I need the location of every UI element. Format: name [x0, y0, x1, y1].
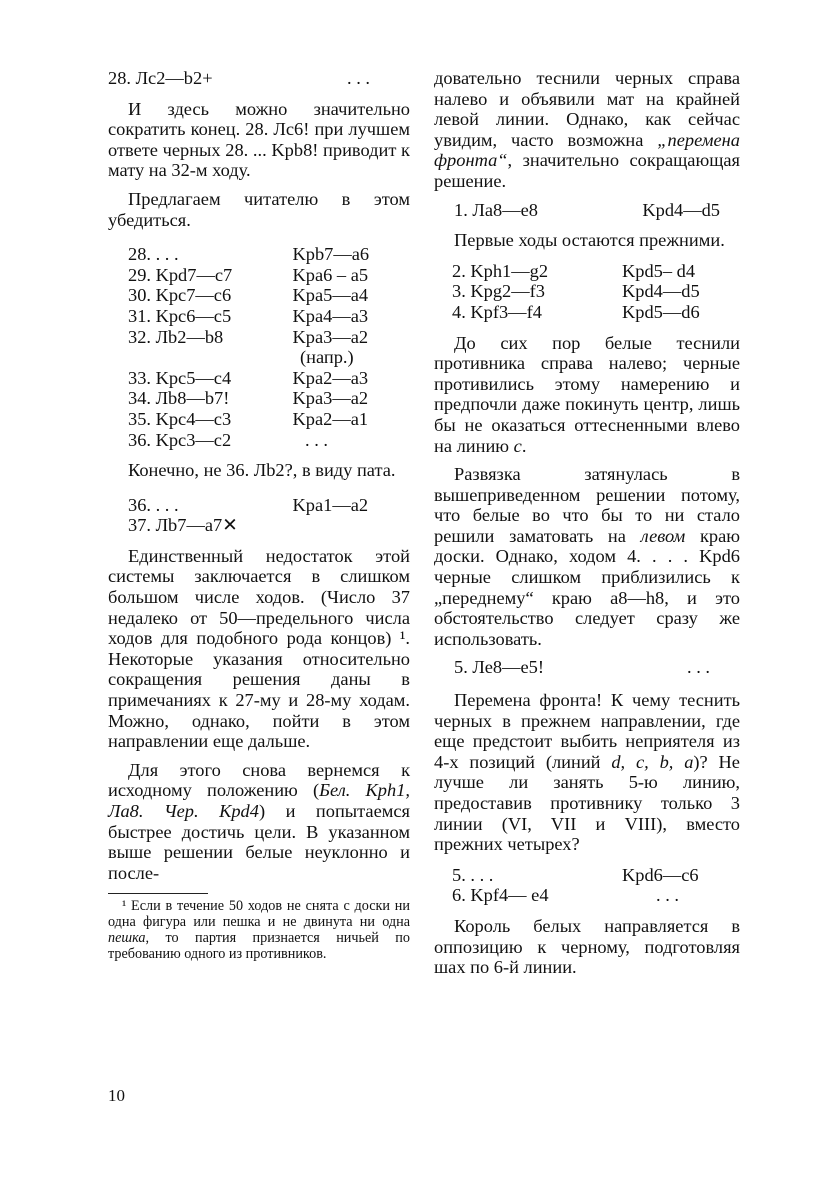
paragraph: довательно теснили черных справа налево и объявили мат на крайней левой линии. Однако, как сейчас увидим, часто возможна „перемена фронта“, значительно сокращающая решение. [434, 68, 740, 191]
table-row: 28. . . . Kpb7—a6 [128, 244, 370, 265]
paragraph: И здесь можно значительно сократить конец. 28. Лс6! при лучшем ответе черных 28. ... Kpb8! приводит к мату на 32-м ходу. [108, 98, 410, 181]
paragraph: Предлагаем читателю в этом убедиться. [108, 188, 410, 230]
table-row: 4. Kpf3—f4 Kpd5—d6 [452, 301, 700, 322]
table-row: 33. Kpc5—c4 Kpa2—a3 [128, 367, 369, 388]
moves-table-3 [452, 261, 740, 323]
table-row: 36. . . . Kpa1—a2 [128, 494, 369, 515]
paragraph: До сих пор белые теснили противника справа налево; черные противились этому намерению и предпочли даже покинуть центр, лишь бы не оказаться оттесненными влево на линию c. [434, 332, 740, 456]
table-row: 29. Kpd7—c7 Kpa6 – a5 [128, 264, 369, 285]
table-row: 30. Kpc7—c6 Kpa5—a4 [128, 285, 369, 306]
table-row: 35. Kpc4—c3 Kpa2—a1 [128, 408, 369, 429]
paragraph: Первые ходы остаются прежними. [454, 230, 725, 251]
paragraph: Король белых направляется в оппозицию к черному, подготовляя шах по 6-й линии. [434, 915, 740, 978]
table-row: 32. Лb2—b8 Kpa3—a2 [128, 326, 369, 347]
right-column [434, 68, 740, 986]
table-row: 6. Kpf4— e4 . . . [452, 885, 679, 906]
moves-table-2 [128, 495, 410, 536]
table-row: 37. Лb7—a7✕ [128, 515, 238, 536]
paragraph: Конечно, не 36. Лb2?, в виду пата. [128, 460, 396, 481]
move-white: 28. Лс2—b2+ [108, 68, 213, 88]
left-column [108, 68, 410, 962]
move-28 [108, 68, 410, 89]
footnote-rule [108, 893, 208, 894]
paragraph: Для этого снова вернемся к исходному положению (Бел. Kph1, Ла8. Чер. Kpd4) и попытаемся быстрее достичь цели. В указанном выше решении белые неуклонно и после- [108, 759, 410, 883]
page-number: 10 [108, 1086, 125, 1105]
table-row: 2. Kph1—g2 Kpd5– d4 [452, 260, 696, 281]
moves-table-4 [452, 865, 740, 906]
table-row: 36. Kpc3—c2 . . . [128, 429, 328, 450]
paragraph: Перемена фронта! К чему теснить черных в прежнем направлении, где еще предстоит выбить неприятеля из 4-х позиций (линий d, c, b, a)? Не лучше ли занять 5-ю линию, предоставив противнику только 3 линии (VI, VII и VIII), вместо прежних четырех? [434, 690, 740, 855]
paragraph: Единственный недостаток этой системы заключается в слишком большом числе ходов. (Число 37 недалеко от 50—предельного числа ходов для подобного рода концов) ¹. Некоторые указания относительно сокращения решения даны в примечаниях к 27-му и 28-му ходам. Можно, однако, пойти в этом направлении еще дальше. [108, 545, 410, 752]
move-black: . . . [347, 68, 370, 88]
footnote: ¹ Если в течение 50 ходов не снята с доски ни одна фигура или пешка и не двинута ни одна пешка, то партия признается ничьей по требованию одного из противников. [108, 898, 410, 963]
table-row: (напр.) [300, 347, 354, 368]
table-row: 31. Kpc6—c5 Kpa4—a3 [128, 305, 369, 326]
move-5: 5. Ле8—е5! . . . [454, 657, 710, 678]
move-1: 1. Ла8—е8 Kpd4—d5 [454, 199, 720, 220]
moves-table-1 [128, 244, 410, 450]
table-row: 34. Лb8—b7! Kpa3—a2 [128, 388, 369, 409]
table-row: 5. . . . Kpd6—c6 [452, 864, 699, 885]
paragraph: Развязка затянулась в вышеприведенном решении потому, что белые во что бы то ни стало решили заматовать на левом краю доски. Однако, ходом 4. . . . Kpd6 черные слишком приблизились к „переднему“ краю а8—h8, и это обстоятельство следует сразу же использовать. [434, 464, 740, 649]
table-row: 3. Kpg2—f3 Kpd4—d5 [452, 281, 700, 302]
